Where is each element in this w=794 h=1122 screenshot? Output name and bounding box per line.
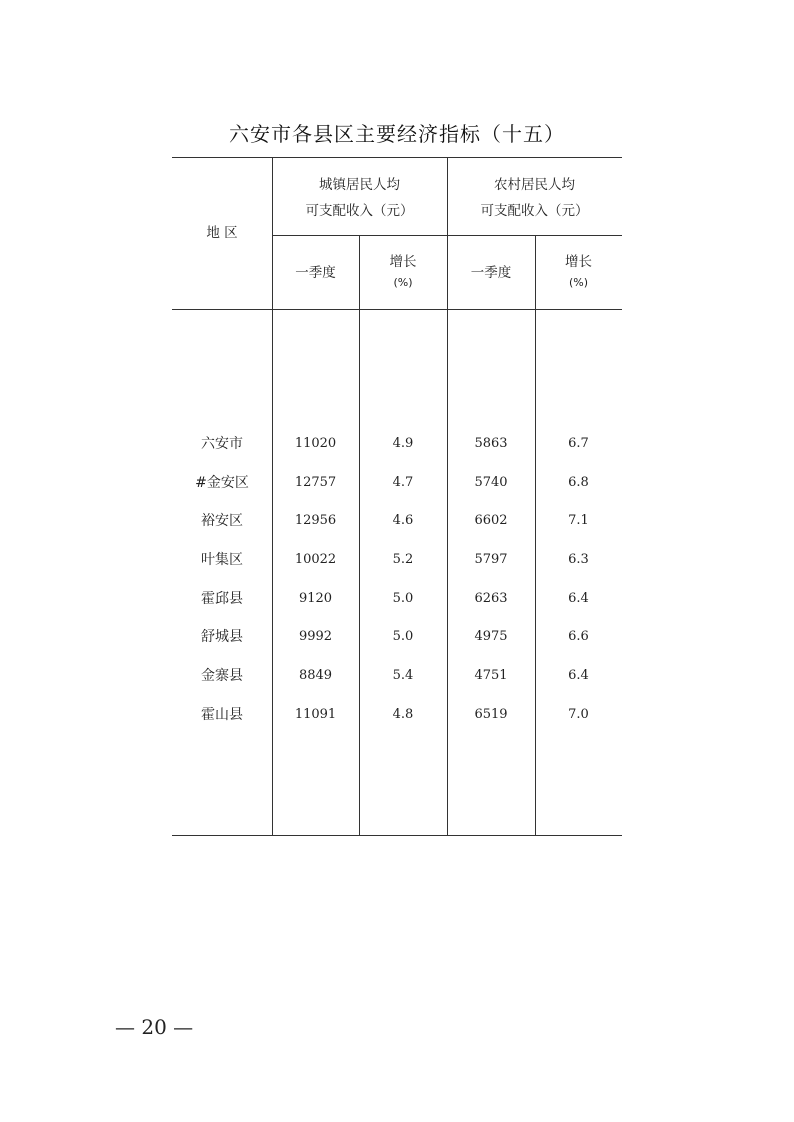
col-divider-2: [359, 235, 360, 835]
row-rural-growth: 6.4: [568, 668, 589, 683]
row-urban: 9992: [298, 629, 333, 644]
row-rural-growth: 7.0: [568, 707, 589, 722]
row-rural-growth: 7.1: [568, 513, 589, 528]
row-region: 六安市: [201, 436, 243, 452]
row-rural-growth: 6.4: [568, 591, 589, 606]
row-urban: 11091: [294, 707, 337, 722]
row-rural: 4975: [474, 629, 508, 644]
row-region: #金安区: [195, 475, 249, 491]
row-rural-growth: 6.7: [568, 436, 589, 451]
row-rural-growth: 6.6: [568, 629, 589, 644]
row-rural: 6519: [474, 707, 508, 722]
row-urban-growth: 4.7: [392, 475, 414, 490]
header-urban-line2: 可支配收入（元）: [305, 203, 414, 219]
row-rural-growth: 6.3: [568, 552, 589, 567]
col-divider-3: [447, 157, 448, 835]
row-urban-growth: 5.0: [392, 591, 414, 606]
row-urban: 10022: [294, 552, 337, 567]
row-urban: 9120: [298, 591, 333, 606]
row-region: 舒城县: [201, 629, 243, 645]
header-urban-quarter: 一季度: [295, 265, 336, 281]
header-urban-growth-unit: (%): [393, 276, 413, 289]
header-rural-growth-unit: (%): [568, 276, 589, 289]
table-top-rule: [172, 157, 622, 158]
row-rural: 5740: [474, 475, 508, 490]
row-urban-growth: 4.6: [392, 513, 414, 528]
header-region: 地 区: [206, 225, 238, 241]
row-urban-growth: 5.4: [392, 668, 414, 683]
row-rural: 5863: [474, 436, 508, 451]
row-urban: 12757: [294, 475, 337, 490]
header-urban-growth: 增长: [389, 254, 417, 270]
header-bottom-rule: [172, 309, 622, 310]
row-rural-growth: 6.8: [568, 475, 589, 490]
row-region: 霍山县: [201, 707, 243, 723]
col-divider-4: [535, 235, 536, 835]
row-rural: 5797: [474, 552, 508, 567]
row-urban-growth: 5.2: [392, 552, 414, 567]
row-region: 叶集区: [201, 552, 243, 568]
row-urban: 12956: [294, 513, 337, 528]
header-rural-growth: 增长: [565, 254, 592, 270]
row-region: 霍邱县: [201, 591, 243, 607]
row-region: 裕安区: [201, 513, 243, 529]
row-rural: 6263: [474, 591, 508, 606]
page-title: 六安市各县区主要经济指标（十五）: [229, 122, 565, 146]
col-divider-1: [272, 157, 273, 835]
header-rural-line2: 可支配收入（元）: [480, 203, 589, 219]
row-urban-growth: 4.8: [392, 707, 414, 722]
row-region: 金寨县: [201, 668, 243, 684]
row-urban-growth: 4.9: [392, 436, 414, 451]
header-urban-line1: 城镇居民人均: [319, 177, 400, 193]
row-rural: 6602: [474, 513, 508, 528]
row-urban-growth: 5.0: [392, 629, 414, 644]
page-number: — 20 —: [115, 1015, 194, 1039]
table-bottom-rule: [172, 835, 622, 836]
header-rural-line1: 农村居民人均: [494, 177, 575, 193]
row-urban: 8849: [298, 668, 333, 683]
row-urban: 11020: [294, 436, 337, 451]
row-rural: 4751: [474, 668, 508, 683]
header-rural-quarter: 一季度: [470, 265, 512, 281]
